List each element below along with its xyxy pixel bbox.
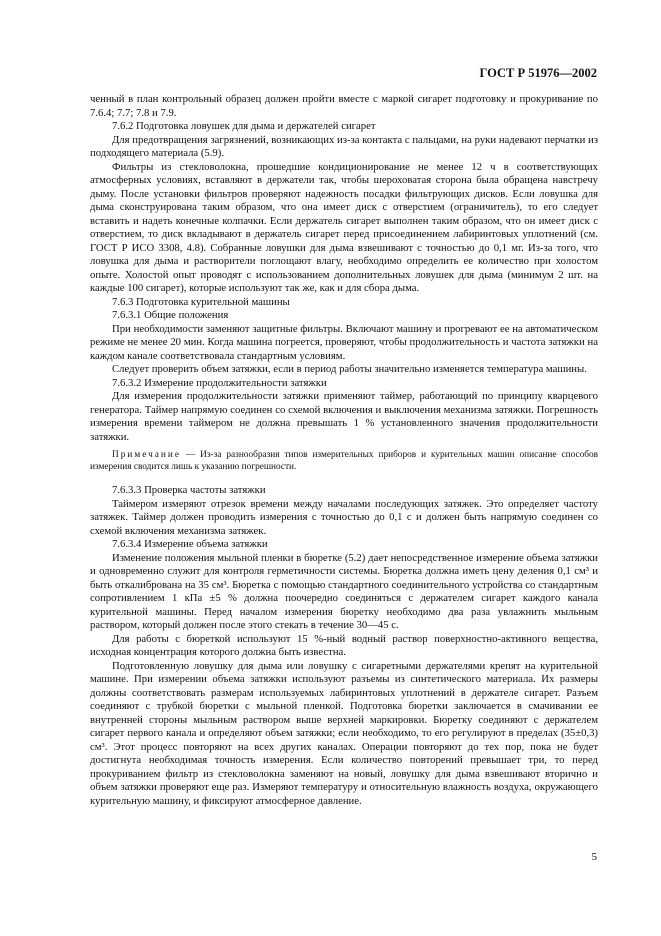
section-heading: 7.6.3.2 Измерение продолжительности затяжки (112, 376, 327, 389)
paragraph: Для предотвращения загрязнений, возникающих из-за контакта с пальцами, на руки надевают перчатки из подходящего материала (5.9). (90, 133, 598, 159)
paragraph: Для работы с бюреткой используют 15 %-ный водный раствор поверхностно-активного вещества, исходная концентрация которого должна быть известна. (90, 632, 598, 658)
paragraph: При необходимости заменяют защитные фильтры. Включают машину и прогревают ее на автоматическом режиме не менее 20 мин. Когда машина погреется, проверяют, чтобы продолжительность и частота затяжки на каждом канале соответствовала стандартным условиям. (90, 322, 598, 362)
paragraph: ченный в план контрольный образец должен пройти вместе с маркой сигарет подготовку и прокуривание по 7.6.4; 7.7; 7.8 и 7.9. (90, 93, 598, 119)
document-body (90, 93, 598, 808)
note-label: Примечание (112, 450, 181, 460)
paragraph: Фильтры из стекловолокна, прошедшие кондиционирование не менее 12 ч в соответствующих атмосферных условиях, вставляют в держатели так, чтобы шероховатая сторона была обращена навстречу дыму. После установки фильтров проверяют надежность посадки фильтрующих дисков. Если ловушка для дыма сконструирована таким образом, что она имеет диск с отверстием (ограничитель), то его следует вставить и надеть конечные колпачки. Если держатель сигарет выполнен таким образом, что он имеет диск с отверстием, то диск вкладывают в держатель сигарет перед присоединением лабиринтовых уплотнений (см. ГОСТ Р ИСО 3308, 4.8). Собранные ловушки для дыма взвешивают с точностью до 0,1 мг. Из-за того, что ловушка для дыма и растворители поглощают влагу, необходимо определить ее количество при холостом опыте. Холостой опыт проводят с использованием дополнительных ловушек для дыма (минимум 2 шт. на каждые 100 сигарет), которые используют так же, как и для сбора дыма. (90, 160, 598, 294)
section-heading: 7.6.3.3 Проверка частоты затяжки (112, 484, 266, 496)
section-heading: 7.6.2 Подготовка ловушек для дыма и держателей сигарет (112, 120, 376, 132)
paragraph: Изменение положения мыльной пленки в бюретке (5.2) дает непосредственное измерение объема затяжки и одновременно служит для контроля герметичности системы. Бюретка должна иметь цену деления 0,1 см³ и быть откалиброванa на 35 см³. Бюретка с помощью стандартного соединительного устройства со стандартным сопротивлением 1 кПа ±5 % должна поочередно соединяться с держателем сигарет каждого канала курительной машины. Перед началом измерения бюретку необходимо два раза увлажнить мыльным раствором, который должен после этого стекать в течение 30—45 с. (90, 551, 598, 631)
section-heading: 7.6.3.1 Общие положения (112, 309, 229, 321)
section-heading: 7.6.3 Подготовка курительной машины (112, 295, 290, 308)
paragraph: Следует проверить объем затяжки, если в период работы значительно изменяется температура машины. (112, 363, 587, 375)
section-heading: 7.6.3.4 Измерение объема затяжки (112, 538, 268, 550)
note (90, 449, 598, 473)
note-text: — Из-за разнообразия типов измерительных приборов и курительных машин описание способов измерения сводится лишь к указанию погрешности. (90, 450, 598, 472)
paragraph: Подготовленную ловушку для дыма или ловушку с сигаретными держателями крепят на курительной машине. При измерении объема затяжки используют разъемы из синтетического материала. Их размеры должны соответствовать размерам используемых лабиринтовых уплотнений в держателе сигарет. Разъем соединяют с трубкой бюретки с мыльной пленкой. Подготовка бюретки заключается в смачивании ее внутренней стороны мыльным раствором выше верхней маркировки. Бюретку соединяют с держателем сигарет первого канала и определяют объем затяжки; если необходимо, то его регулируют в пределах (35±0,3) см³. Этот процесс повторяют на всех других каналах. Операции повторяют до тех пор, пока не будет достигнута необходимая точность измерения. Если количество повторений превышает три, то перед прокуриванием фильтр из стекловолокна заменяют на новый, ловушку для дыма взвешивают вторично и объем затяжки проверяют еще раз. Измеряют температуру и относительную влажность воздуха, окружающего курительную машину, и фиксируют атмосферное давление. (90, 659, 598, 807)
paragraph: Таймером измеряют отрезок времени между началами последующих затяжек. Это определяет частоту затяжек. Таймер должен проводить измерения с точностью до 0,1 с и должен быть напрямую соединен со схемой включения механизма затяжек. (90, 497, 598, 537)
paragraph: Для измерения продолжительности затяжки применяют таймер, работающий по принципу кварцевого генератора. Таймер напрямую соединен со схемой включения и выключения механизма затяжки. Погрешность измерения времени таймером не должна превышать 1 % установленного значения продолжительности затяжки. (90, 390, 598, 443)
standard-header: ГОСТ Р 51976—2002 (479, 66, 597, 80)
page-number: 5 (591, 851, 597, 863)
